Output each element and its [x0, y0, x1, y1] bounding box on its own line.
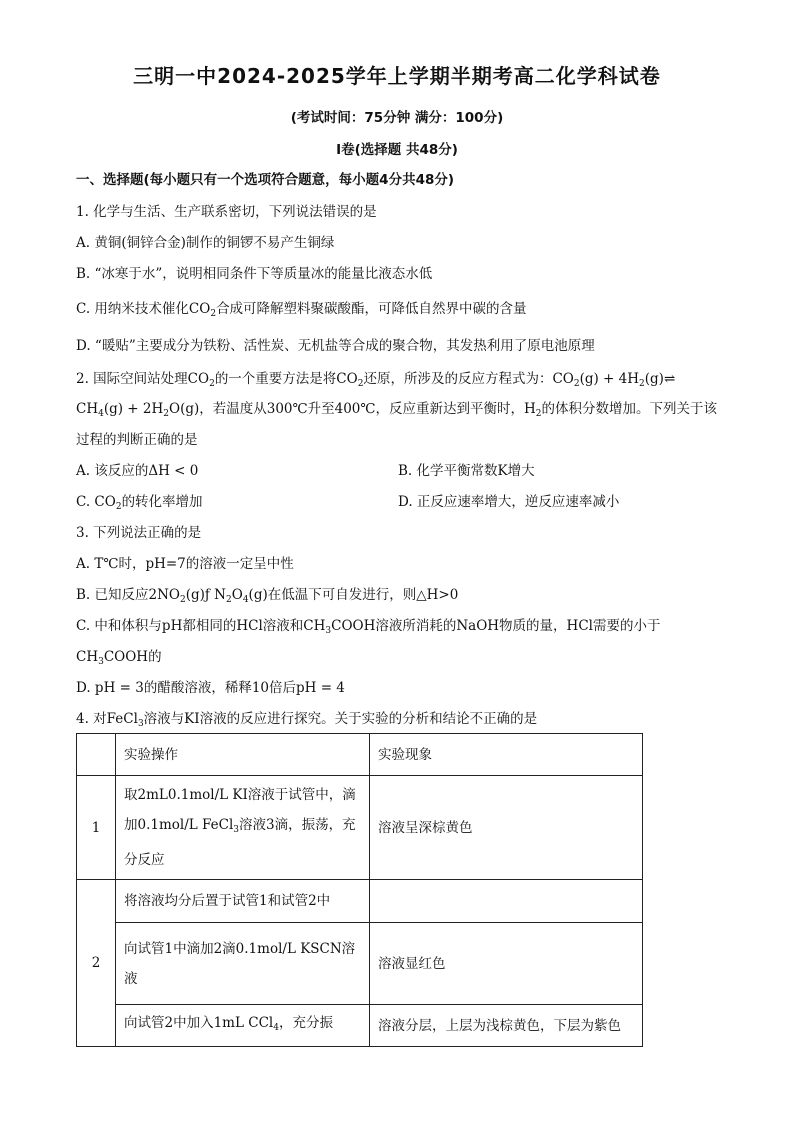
experiment-table [76, 733, 643, 1047]
q2-option-a: A. 该反应的ΔH < 0 [76, 463, 199, 479]
q3-option-a: A. T℃时，pH=7的溶液一定呈中性 [76, 556, 294, 572]
table-header-cell: 实验现象 [370, 734, 643, 776]
table-header-row [77, 734, 643, 776]
q4-stem: 4. 对FeCl$_3$溶液与KI溶液的反应进行探究。关于实验的分析和结论不正确的是 [76, 711, 538, 729]
q3-option-c-line-1: C. 中和体积与pH都相同的HCl溶液和$CH_3COOH$溶液所消耗的NaOH物质的量，HCl需要的小于 [76, 618, 661, 636]
q1-stem: 1. 化学与生活、生产联系密切，下列说法错误的是 [76, 204, 377, 220]
q2-option-d: D. 正反应速率增大，逆反应速率减小 [398, 494, 620, 510]
table-header-cell: 实验操作 [116, 734, 370, 776]
observation-cell: 溶液分层，上层为浅棕黄色，下层为紫色 [370, 1005, 643, 1047]
operation-cell: 取2mL0.1mol/L KI溶液于试管中，滴加0.1mol/L FeCl$_3$溶液3滴，振荡，充分反应 [116, 776, 370, 880]
observation-cell: 溶液显红色 [370, 923, 643, 1005]
table-row [77, 880, 643, 923]
q2-stem-line-2: $CH_4(g) + 2H_2O(g)$，若温度从300℃升至400℃，反应重新达到平衡时，$H_2$的体积分数增加。下列关于该 [76, 401, 718, 419]
table-row [77, 776, 643, 880]
q2-stem-line-1: 2. 国际空间站处理$CO_2$的一个重要方法是将$CO_2$还原，所涉及的反应方程式为：$CO_2(g)$ + $4H_2(g)\rightleftharpoons$ [76, 371, 676, 389]
q3-option-d: D. pH = 3的醋酸溶液，稀释10倍后pH = 4 [76, 680, 345, 696]
operation-cell: 向试管2中加入1mL CCl$_4$，充分振 [116, 1005, 370, 1047]
row-number: 2 [77, 880, 116, 1047]
operation-cell: 将溶液均分后置于试管1和试管2中 [116, 880, 370, 923]
table-header-cell [77, 734, 116, 776]
row-number: 1 [77, 776, 116, 880]
q2-option-c: C. $CO_2$的转化率增加 [76, 494, 203, 512]
part-heading: Ⅰ卷(选择题 共48分) [336, 142, 458, 158]
exam-title: 三明一中2024-2025学年上学期半期考高二化学科试卷 [133, 64, 661, 88]
operation-cell: 向试管1中滴加2滴0.1mol/L KSCN溶液 [116, 923, 370, 1005]
q1-option-b: B. “冰寒于水”，说明相同条件下等质量冰的能量比液态水低 [76, 266, 433, 282]
q2-option-b: B. 化学平衡常数K增大 [398, 463, 535, 479]
section-heading: 一、选择题(每小题只有一个选项符合题意，每小题4分共48分) [76, 172, 455, 188]
observation-cell [370, 880, 643, 923]
q2-stem-line-3: 过程的判断正确的是 [76, 432, 198, 448]
q1-option-c: C. 用纳米技术催化$CO_2$合成可降解塑料聚碳酸酯，可降低自然界中碳的含量 [76, 301, 527, 319]
exam-subtitle: (考试时间：75分钟 满分：100分) [290, 110, 504, 126]
q3-option-b: B. 已知反应$2NO_2(g)ƒ$ $N_2O_4(g)$在低温下可自发进行，则△H>0 [76, 587, 459, 605]
q1-option-a: A. 黄铜(铜锌合金)制作的铜锣不易产生铜绿 [76, 235, 335, 251]
q1-option-d: D. “暖贴”主要成分为铁粉、活性炭、无机盐等合成的聚合物，其发热利用了原电池原理 [76, 338, 595, 354]
q3-option-c-line-2: $CH_3COOH$的 [76, 649, 162, 667]
table-row [77, 923, 643, 1005]
observation-cell: 溶液呈深棕黄色 [370, 776, 643, 880]
q3-stem: 3. 下列说法正确的是 [76, 525, 202, 541]
table-row [77, 1005, 643, 1047]
